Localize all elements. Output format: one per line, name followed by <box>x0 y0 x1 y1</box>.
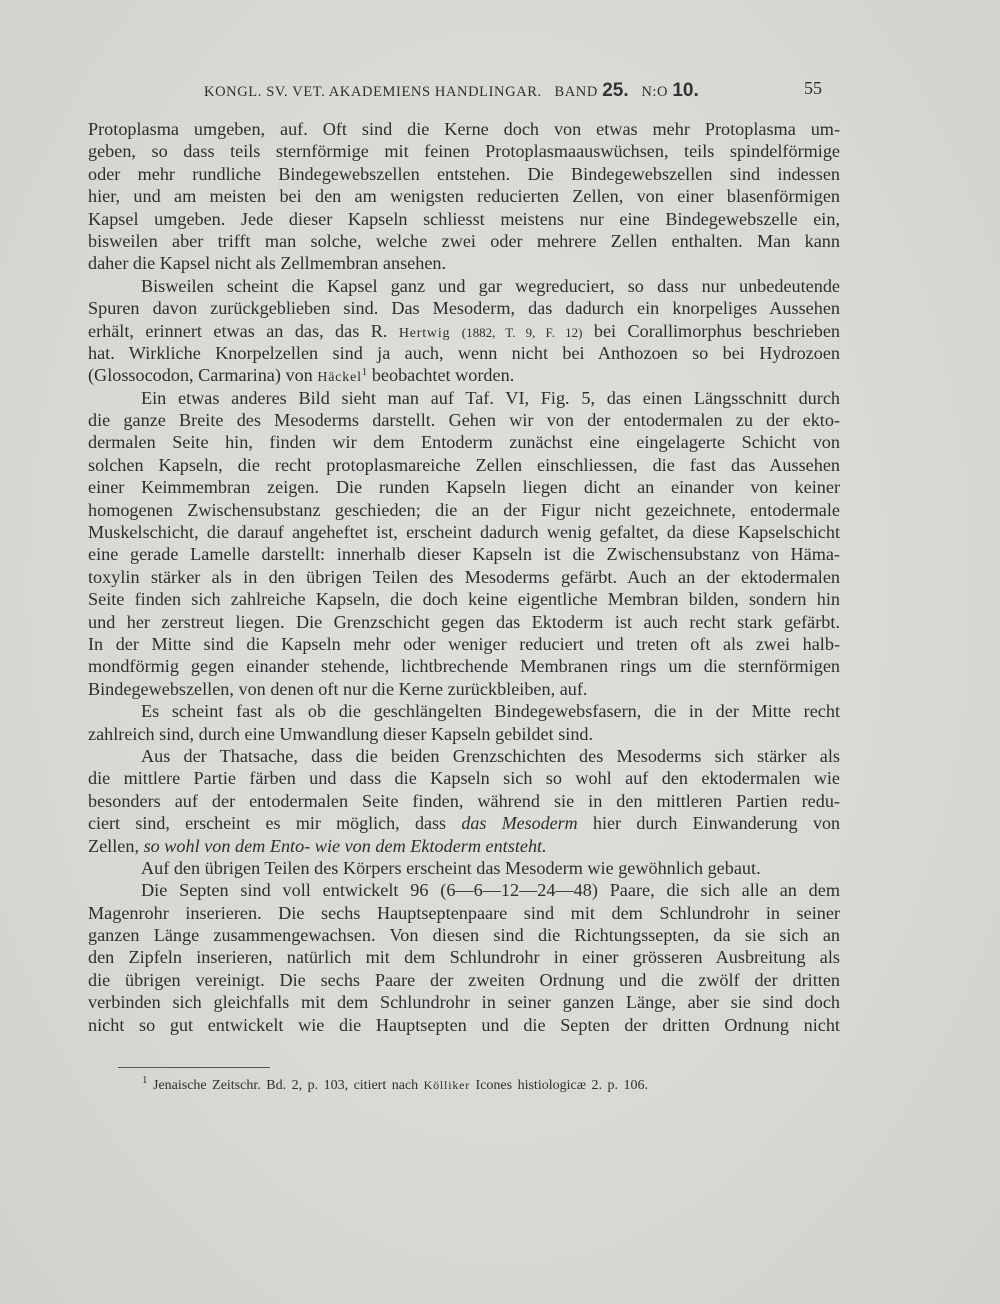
running-head <box>88 78 822 102</box>
footnote-author: Kölliker <box>423 1078 471 1092</box>
line-text: erhält, erinnert etwas an das, das R. <box>88 320 388 341</box>
text-line <box>88 320 840 342</box>
footnote <box>142 1075 648 1096</box>
text-line: homogenen Zwischensubstanz geschieden; die an der Figur nicht gezeichnete, entodermale <box>88 499 840 520</box>
text-line: nicht so gut entwickelt wie die Hauptsepten und die Septen der dritten Ordnung nicht <box>88 1014 840 1035</box>
line-text: (Glossocodon, Carmarina) von <box>88 365 313 386</box>
text-line: Protoplasma umgeben, auf. Oft sind die Kerne doch von etwas mehr Protoplasma um- <box>88 119 840 139</box>
text-line: die übrigen vereinigt. Die sechs Paare der zweiten Ordnung und die zwölf der dritten <box>88 969 840 990</box>
text-line: Bisweilen scheint die Kapsel ganz und gar wegreduciert, so dass nur unbedeutende <box>141 275 840 296</box>
text-line: Spuren davon zurückgeblieben sind. Das Mesoderm, das dadurch ein knorpeliges Aussehen <box>88 298 840 319</box>
text-line: Es scheint fast als ob die geschlängelten Bindegewebsfasern, die in der Mitte recht <box>141 701 840 722</box>
text-line: dermalen Seite hin, finden wir dem Entoderm zunächst eine eingelagerte Schicht von <box>88 432 840 453</box>
text-line: bisweilen aber trifft man solche, welche zwei oder mehrere Zellen enthalten. Man kann <box>88 230 840 251</box>
text-line: den Zipfeln inserieren, natürlich mit dem Schlundrohr in einer grösseren Ausbreitung als <box>88 947 840 968</box>
text-line: die mittlere Partie färben und dass die Kapseln sich so wohl auf den ektodermalen wie <box>88 768 840 789</box>
nr-number: 10. <box>672 80 699 101</box>
footnote-marker: 1 <box>361 366 368 379</box>
text-line: geben, so dass teils sternförmige mit feinen Protoplasmaauswüchsen, teils spindelförmige <box>88 141 840 162</box>
text-line: einer Keimmembran zeigen. Die runden Kapseln liegen dicht an einander von keiner <box>88 477 840 498</box>
line-text: Zellen, <box>88 835 140 856</box>
text-line <box>88 812 840 834</box>
text-line: besonders auf der entodermalen Seite finden, während sie in den mittleren Partien redu- <box>88 790 840 811</box>
line-text: ciert sind, erscheint es mir möglich, dass <box>88 813 446 834</box>
text-line: eine gerade Lamelle darstellt: innerhalb dieser Kapseln ist die Zwischensubstanz von Häma- <box>88 544 840 565</box>
text-line <box>88 835 840 857</box>
author-hertwig: Hertwig <box>398 325 451 341</box>
band-label: BAND <box>554 84 598 100</box>
line-text: bei Corallimorphus beschrieben <box>593 320 840 341</box>
text-line: Auf den übrigen Teilen des Körpers erscheint das Mesoderm wie gewöhnlich gebaut. <box>141 857 761 878</box>
text-line: ganzen Länge zusammengewachsen. Von diesen sind die Richtungssepten, da sie sich an <box>88 925 840 946</box>
author-haeckel: Häckel <box>317 370 362 386</box>
text-line: und her zerstreut liegen. Die Grenzschicht gegen das Ektoderm ist auch recht stark gefärbt. <box>88 611 840 632</box>
footnote-mark: 1 <box>142 1074 148 1086</box>
text-line: In der Mitte sind die Kapseln mehr oder weniger reduciert und treten oft als zwei halb- <box>88 633 840 654</box>
text-line: toxylin stärker als in den übrigen Teilen des Mesoderms gefärbt. Auch an der ektodermalen <box>88 566 840 587</box>
text-line: Die Septen sind voll entwickelt 96 (6—6—12—24—48) Paare, die sich alle an dem <box>141 880 840 901</box>
text-line: solchen Kapseln, die recht protoplasmareiche Zellen einschliessen, die fast das Aussehen <box>88 454 840 475</box>
footnote-text: Icones histiologicæ 2. p. 106. <box>475 1078 649 1093</box>
band-number: 25. <box>602 80 629 101</box>
page-number: 55 <box>804 78 822 98</box>
text-line: Magenrohr inserieren. Die sechs Hauptseptenpaare sind mit dem Schlundrohr in seiner <box>88 902 840 923</box>
nr-label: N:O <box>641 84 669 100</box>
text-line: die ganze Breite des Mesoderms darstellt. Gehen wir von der entodermalen zu der ekto- <box>88 410 840 431</box>
text-line: hier, und am meisten bei den am wenigsten reducierten Zellen, von einer blasenförmigen <box>88 186 840 207</box>
text-line: Seite finden sich zahlreiche Kapseln, die doch keine eigentliche Membran bilden, sondern hin <box>88 589 840 610</box>
text-line: Muskelschicht, die darauf angeheftet ist, erscheint dadurch wenig gefaltet, da diese Kapselschicht <box>88 522 840 543</box>
text-line: Aus der Thatsache, dass die beiden Grenzschichten des Mesoderms sich stärker als <box>141 745 840 766</box>
line-text: beobachtet worden. <box>371 365 515 386</box>
italic-phrase: so wohl von dem Ento- wie von dem Ektoderm entsteht. <box>143 835 547 856</box>
body-text <box>88 118 840 1036</box>
reference-hertwig: (1882, T. 9, F. 12) <box>461 324 583 340</box>
text-line: oder mehr rundliche Bindegewebszellen entstehen. Die Bindegewebszellen sind indessen <box>88 163 840 184</box>
text-line: verbinden sich gleichfalls mit dem Schlundrohr in seiner ganzen Länge, aber sie sind doch <box>88 992 840 1013</box>
journal-title: KONGL. SV. VET. AKADEMIENS HANDLINGAR. <box>204 84 542 100</box>
text-line <box>88 364 840 386</box>
running-head-title <box>204 80 699 102</box>
italic-phrase: das Mesoderm <box>461 813 578 834</box>
text-line: Ein etwas anderes Bild sieht man auf Taf. VI, Fig. 5, das einen Längsschnitt durch <box>141 387 840 408</box>
footnote-text: Jenaische Zeitschr. Bd. 2, p. 103, citiert nach <box>153 1078 419 1093</box>
text-line: zahlreich sind, durch eine Umwandlung dieser Kapseln gebildet sind. <box>88 723 594 744</box>
footnote-divider <box>118 1067 270 1068</box>
text-line: Kapsel umgeben. Jede dieser Kapseln schliesst meistens nur eine Bindegewebszelle ein, <box>88 208 840 229</box>
text-line: Bindegewebszellen, von denen oft nur die Kerne zurückbleiben, auf. <box>88 678 588 699</box>
text-line: daher die Kapsel nicht als Zellmembran ansehen. <box>88 253 447 274</box>
text-line: hat. Wirkliche Knorpelzellen sind ja auch, wenn nicht bei Anthozoen so bei Hydrozoen <box>88 342 840 363</box>
text-line: mondförmig gegen einander stehende, lichtbrechende Membranen rings um die sternförmigen <box>88 656 840 677</box>
line-text: hier durch Einwanderung von <box>593 813 840 834</box>
